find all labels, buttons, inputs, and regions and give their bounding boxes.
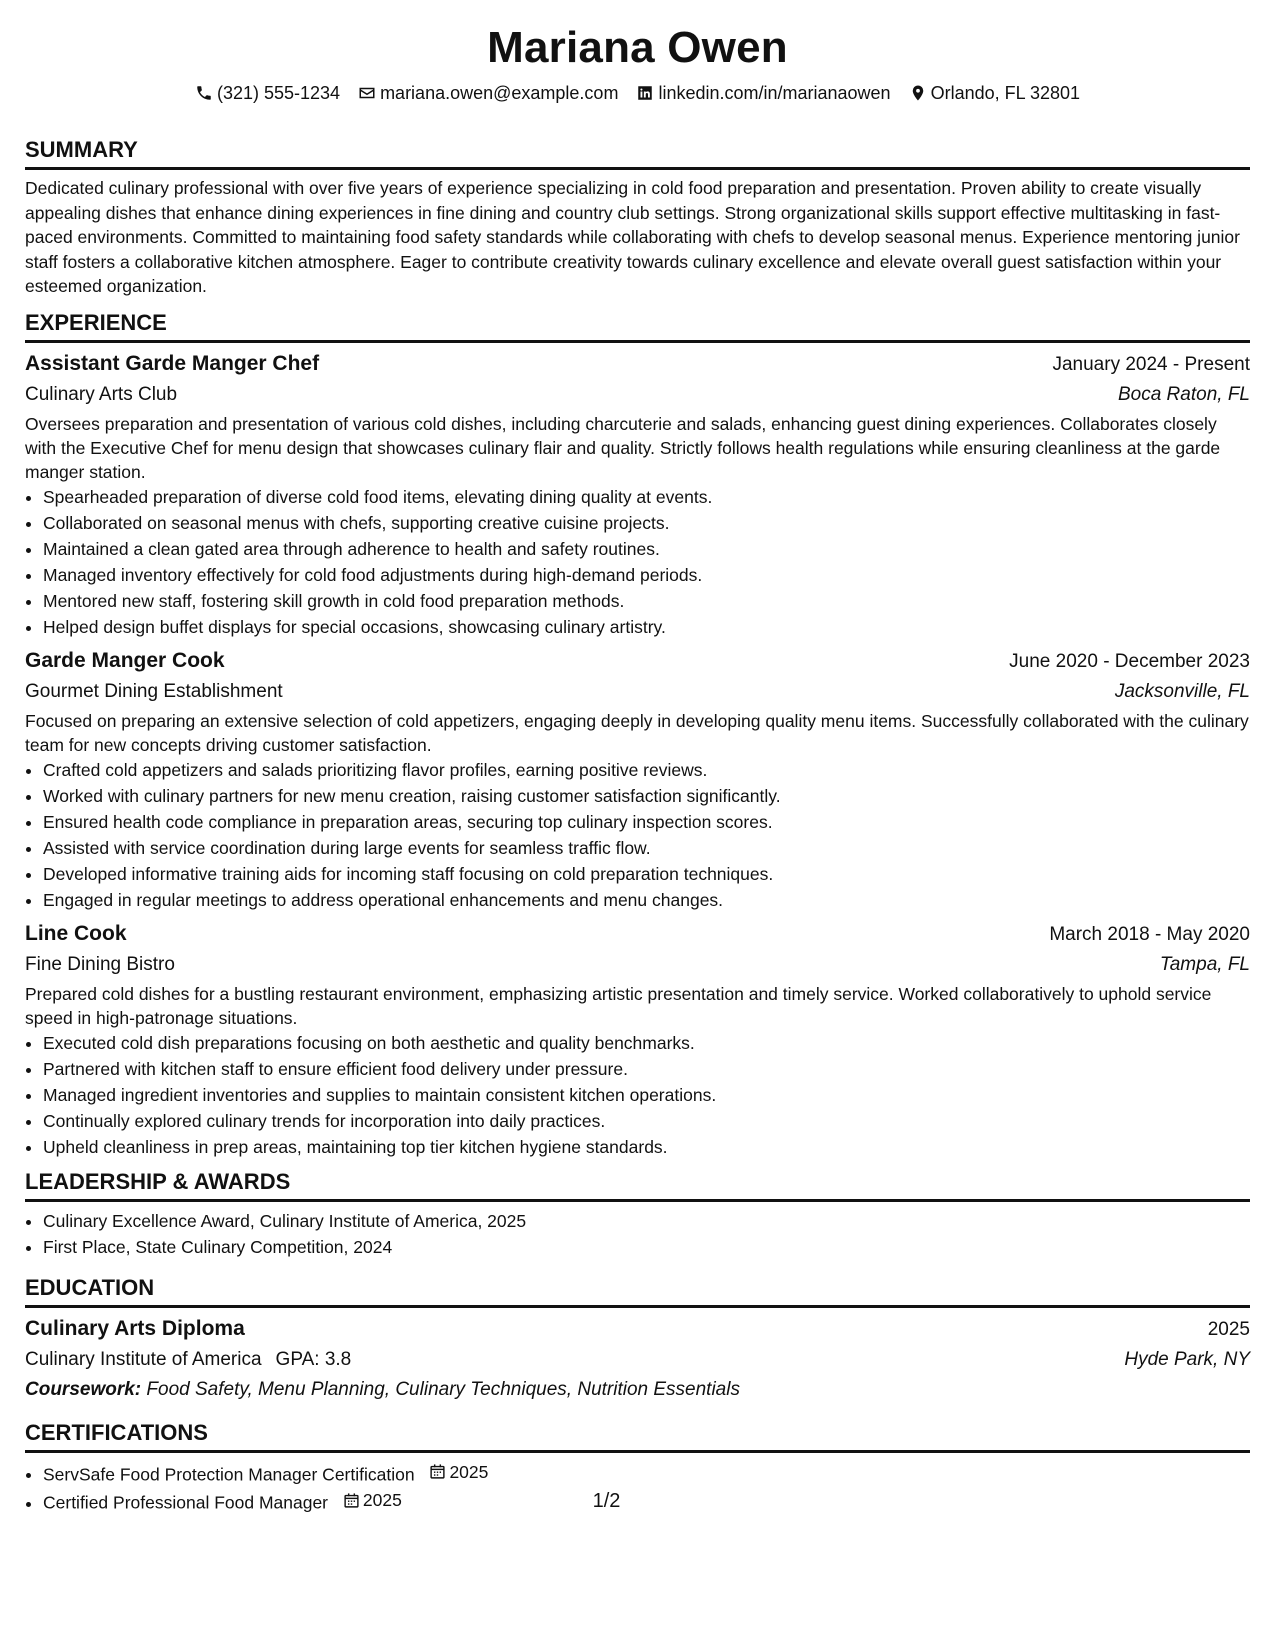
list-item: • Crafted cold appetizers and salads prioritizing flavor profiles, earning positive reviews. [43, 757, 1250, 783]
job-location: Tampa, FL [1159, 953, 1250, 975]
coursework-list: Food Safety, Menu Planning, Culinary Techniques, Nutrition Essentials [146, 1378, 740, 1400]
graduation-year: 2025 [1207, 1318, 1250, 1340]
school-location: Hyde Park, NY [1124, 1348, 1250, 1370]
certification-year: 2025 [362, 1490, 402, 1510]
contact-email[interactable] [358, 83, 618, 104]
job-location: Boca Raton, FL [1117, 383, 1250, 405]
location-text: Orlando, FL 32801 [930, 82, 1081, 103]
list-item: • Assisted with service coordination during large events for seamless traffic flow. [43, 835, 1250, 861]
degree-title: Culinary Arts Diploma [25, 1316, 245, 1340]
list-item: • Engaged in regular meetings to address operational enhancements and menu changes. [43, 887, 1250, 913]
job-description: Oversees preparation and presentation of various cold dishes, including charcuterie and salads, enhancing guest dining experiences. Collaborates closely with the Executive Chef for menu design that showcases culinary flair and quality. Strictly follows health regulations while ensuring cleanliness at the garde manger station. [25, 413, 1221, 482]
list-item: • Partnered with kitchen staff to ensure efficient food delivery under pressure. [43, 1056, 1250, 1082]
summary-text: Dedicated culinary professional with over five years of experience specializing in cold food preparation and presentation. Proven ability to create visually appealing dishes that enhance dining experiences in fine dining and country club settings. Strong organizational skills support effective multitasking in fast-paced environments. Committed to maintaining food safety standards while collaborating with chefs to develop seasonal menus. Experience mentoring junior staff fosters a collaborative kitchen atmosphere. Eager to contribute creativity towards culinary excellence and elevate overall guest satisfaction within your esteemed organization. [25, 178, 1240, 296]
contact-phone [195, 83, 340, 104]
list-item: • Executed cold dish preparations focusing on both aesthetic and quality benchmarks. [43, 1030, 1250, 1056]
job-dates: January 2024 - Present [1052, 353, 1250, 375]
job-company: Culinary Arts Club [25, 383, 178, 405]
education-entry [25, 1314, 1250, 1405]
list-item: • Managed inventory effectively for cold food adjustments during high-demand periods. [43, 562, 1250, 588]
job-description: Focused on preparing an extensive selection of cold appetizers, engaging deeply in developing quality menu items. Successfully collaborated with the culinary team for new concepts driving customer satisfaction. [25, 710, 1249, 755]
job-title: Garde Manger Cook [25, 648, 225, 672]
section-title-certifications: CERTIFICATIONS [25, 1419, 1250, 1453]
job-bullets [25, 757, 1250, 913]
list-item: • Culinary Excellence Award, Culinary Institute of America, 2025 [43, 1208, 1250, 1234]
coursework [25, 1375, 1250, 1405]
job-dates: March 2018 - May 2020 [1049, 923, 1250, 945]
job-company: Fine Dining Bistro [25, 953, 175, 975]
list-item: • Upheld cleanliness in prep areas, maintaining top tier kitchen hygiene standards. [43, 1134, 1250, 1160]
list-item: • Spearheaded preparation of diverse cold food items, elevating dining quality at events. [43, 484, 1250, 510]
job-dates: June 2020 - December 2023 [1009, 650, 1250, 672]
resume-page [25, 0, 1250, 1516]
job-entry [25, 349, 1250, 640]
contact-linkedin[interactable] [636, 83, 890, 104]
candidate-name: Mariana Owen [487, 23, 788, 72]
certification-year: 2025 [449, 1461, 489, 1482]
calendar-icon [429, 1463, 446, 1480]
list-item: • Worked with culinary partners for new menu creation, raising customer satisfaction significantly. [43, 783, 1250, 809]
school-name: Culinary Institute of America [25, 1348, 262, 1370]
job-description: Prepared cold dishes for a bustling restaurant environment, emphasizing artistic presentation and timely service. Worked collaboratively to uphold service speed in high-patronage situations. [25, 983, 1212, 1028]
phone-text: (321) 555-1234 [216, 82, 341, 103]
phone-icon [195, 84, 213, 102]
contact-bar [25, 80, 1250, 106]
list-item: • Developed informative training aids for incoming staff focusing on cold preparation techniques. [43, 861, 1250, 887]
list-item: • Managed ingredient inventories and supplies to maintain consistent kitchen operations. [43, 1082, 1250, 1108]
coursework-label: Coursework: [25, 1378, 142, 1400]
list-item: • Collaborated on seasonal menus with chefs, supporting creative cuisine projects. [43, 510, 1250, 536]
list-item: • Mentored new staff, fostering skill growth in cold food preparation methods. [43, 588, 1250, 614]
job-entry [25, 919, 1250, 1160]
section-title-leadership: LEADERSHIP & AWARDS [25, 1168, 1250, 1202]
mail-icon [358, 84, 376, 102]
contact-location [909, 83, 1080, 104]
job-title: Line Cook [25, 921, 127, 945]
linkedin-text[interactable]: linkedin.com/in/marianaowen [658, 82, 891, 103]
job-bullets [25, 1030, 1250, 1160]
certification-name: ServSafe Food Protection Manager Certification [43, 1464, 415, 1484]
job-bullets [25, 484, 1250, 640]
linkedin-icon [636, 84, 654, 102]
location-pin-icon [909, 84, 927, 102]
section-title-summary: SUMMARY [25, 136, 1250, 170]
list-item: • First Place, State Culinary Competition, 2024 [43, 1234, 1250, 1260]
section-title-education: EDUCATION [25, 1274, 1250, 1308]
section-title-experience: EXPERIENCE [25, 309, 1250, 343]
list-item: • Helped design buffet displays for special occasions, showcasing culinary artistry. [43, 614, 1250, 640]
job-entry [25, 646, 1250, 913]
gpa: GPA: 3.8 [275, 1348, 352, 1370]
page-number: 1/2 [592, 1490, 621, 1512]
job-location: Jacksonville, FL [1114, 680, 1250, 702]
job-title: Assistant Garde Manger Chef [25, 351, 320, 375]
list-item: • Continually explored culinary trends for incorporation into daily practices. [43, 1108, 1250, 1134]
certification-name: Certified Professional Food Manager [43, 1492, 329, 1513]
list-item [43, 1459, 1250, 1488]
list-item: • Ensured health code compliance in preparation areas, securing top culinary inspection scores. [43, 809, 1250, 835]
job-company: Gourmet Dining Establishment [25, 680, 283, 702]
list-item: • Maintained a clean gated area through adherence to health and safety routines. [43, 536, 1250, 562]
leadership-list [25, 1208, 1250, 1260]
email-text[interactable]: mariana.owen@example.com [380, 82, 619, 103]
